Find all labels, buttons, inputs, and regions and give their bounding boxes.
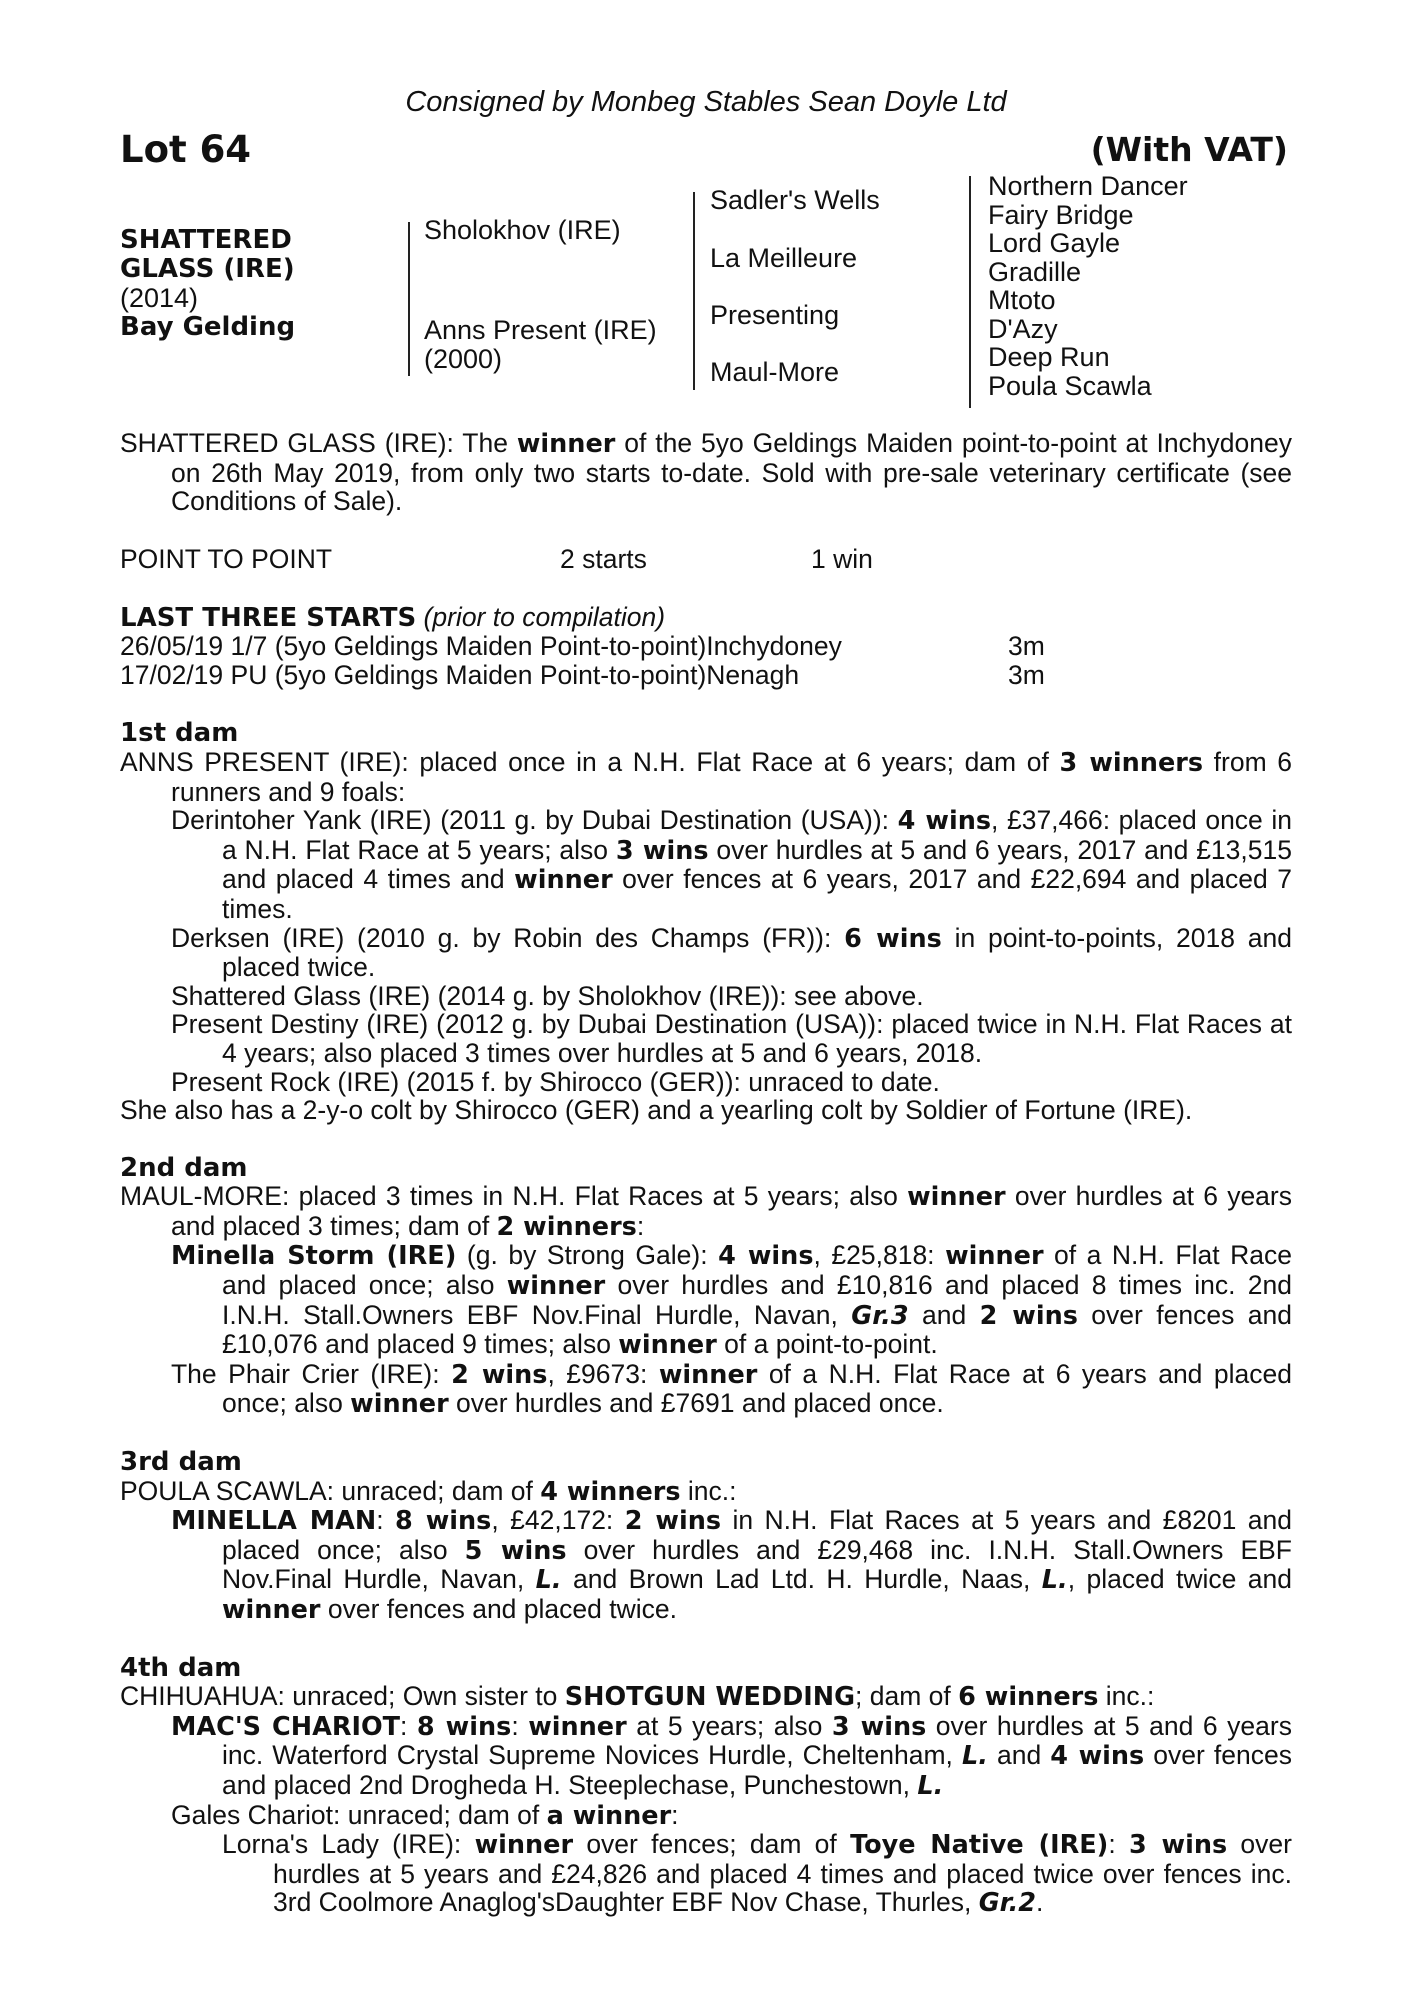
bold-run: winner <box>528 1711 627 1742</box>
bold-run: Toye Native (IRE) <box>850 1830 1109 1861</box>
text-run: : <box>636 1210 645 1241</box>
text-run: inc.: <box>1098 1681 1155 1712</box>
bold-run: winner <box>474 1830 574 1861</box>
bold-run: 2 wins <box>451 1359 548 1390</box>
pedigree-gg-6: D'Azy <box>988 314 1058 344</box>
pedigree-grandparent-2: La Meilleure <box>710 243 858 273</box>
dam4-progeny-gales-chariot <box>120 1801 1292 1831</box>
dam2-paragraph <box>120 1182 1292 1241</box>
text-run: of a N.H. Flat Race at 6 years and placed once; also <box>222 1358 1292 1419</box>
last-start-entry: 17/02/19 PU (5yo Geldings Maiden Point-to-point)Nenagh <box>120 660 800 691</box>
bold-run: MINELLA MAN <box>171 1506 377 1537</box>
bold-run: 2 winners <box>496 1211 637 1242</box>
text-run: : <box>511 1710 529 1741</box>
horse-year: (2014) <box>120 283 199 313</box>
text-run: at 5 years; also <box>626 1710 832 1741</box>
dam2-progeny-phair-crier <box>120 1360 1292 1419</box>
race-grade: L. <box>535 1565 562 1596</box>
bold-run: 4 wins <box>897 806 992 837</box>
text-run: over hurdles at 5 and 6 years, 2017 and £13,515 and placed 4 times and <box>222 834 1292 895</box>
text-run: over hurdles at 6 years and placed 3 times; dam of <box>171 1181 1292 1241</box>
last-start-row <box>120 632 1292 661</box>
summary-text-1: SHATTERED GLASS (IRE): The <box>120 428 517 458</box>
race-grade: L. <box>1041 1565 1068 1596</box>
text-run: and <box>987 1740 1051 1771</box>
summary-paragraph <box>120 429 1292 516</box>
text-run: Gales Chariot: unraced; dam of <box>171 1799 547 1830</box>
horse-description: Bay Gelding <box>120 312 296 342</box>
bold-run: 4 wins <box>1050 1741 1145 1772</box>
text-run: , £37,466: placed once in a N.H. Flat Race at 5 years; also <box>222 805 1292 865</box>
pedigree-dam: Anns Present (IRE) <box>424 315 657 345</box>
text-run: over hurdles and £7691 and placed once. <box>448 1388 944 1419</box>
bold-run: 2 wins <box>624 1506 722 1537</box>
text-run: inc.: <box>680 1475 737 1506</box>
summary-text-2: of the 5yo Geldings Maiden point-to-point at Inchydoney on 26th May 2019, from only two starts to-date. Sold with pre-sale veterinary certificate (see Conditions of Sale). <box>171 428 1292 517</box>
vat-note: (With VAT) <box>1090 130 1288 169</box>
dam3-progeny-minella-man <box>120 1506 1292 1624</box>
text-run: ANNS PRESENT (IRE): placed once in a N.H. Flat Race at 6 years; dam of <box>120 746 1060 777</box>
race-grade: L. <box>961 1741 988 1772</box>
text-run: over hurdles and £10,816 and placed 8 times inc. 2nd I.N.H. Stall.Owners EBF Nov.Final Hurdle, Navan, <box>222 1270 1292 1330</box>
text-run: over fences; dam of <box>573 1829 851 1860</box>
dam2-heading: 2nd dam <box>120 1152 248 1183</box>
pedigree-line-sire <box>408 222 410 376</box>
bold-run: winner <box>222 1595 321 1625</box>
bold-run: winner <box>618 1330 717 1361</box>
race-grade: Gr.3 <box>851 1300 909 1331</box>
point-to-point-record <box>120 545 1292 574</box>
dam4-heading: 4th dam <box>120 1652 242 1683</box>
text-run: Derintoher Yank (IRE) (2011 g. by Dubai Destination (USA)): <box>171 805 898 836</box>
text-run: over fences and £10,076 and placed 9 times; also <box>222 1299 1292 1360</box>
dam4-progeny-macs-chariot <box>120 1712 1292 1801</box>
horse-name-line2: GLASS (IRE) <box>120 254 295 284</box>
dam3-heading: 3rd dam <box>120 1447 242 1478</box>
dam1-progeny-present-destiny: Present Destiny (IRE) (2012 g. by Dubai Destination (USA)): placed twice in N.H. Flat Races at 4 years; also placed 3 times over hurdles at 5 and 6 years, 2018. <box>171 1009 1292 1068</box>
race-grade: Gr.2 <box>978 1888 1037 1919</box>
dam1-progeny-derintoher-yank <box>120 806 1292 923</box>
pedigree-gg-5: Mtoto <box>988 285 1056 315</box>
text-run: : <box>671 1799 679 1830</box>
record-starts: 2 starts <box>560 543 647 574</box>
text-run: MAUL-MORE: placed 3 times in N.H. Flat Races at 5 years; also <box>120 1181 908 1212</box>
text-run: over fences at 6 years, 2017 and £22,694 and placed 7 times. <box>222 864 1292 924</box>
text-run: , £9673: <box>547 1358 659 1389</box>
text-run: The Phair Crier (IRE): <box>171 1358 452 1389</box>
bold-run: winner <box>658 1359 758 1390</box>
horse-name-line1: SHATTERED <box>120 225 292 255</box>
bold-run: 3 wins <box>831 1711 927 1742</box>
lot-number: Lot 64 <box>120 128 252 171</box>
pedigree-gg-8: Poula Scawla <box>988 371 1152 401</box>
record-wins: 1 win <box>811 543 873 574</box>
dam1-progeny-derksen <box>120 924 1292 982</box>
text-run: of a N.H. Flat Race and placed once; also <box>222 1240 1292 1301</box>
bold-run: winner <box>350 1389 449 1420</box>
dam4-progeny-lornas-lady <box>120 1830 1292 1918</box>
last-start-distance: 3m <box>1008 660 1045 691</box>
bold-run: 5 wins <box>464 1535 567 1566</box>
pedigree-gg-4: Gradille <box>988 257 1082 287</box>
last-start-distance: 3m <box>1008 631 1045 662</box>
text-run: : <box>376 1505 396 1536</box>
bold-run: 3 wins <box>615 835 709 866</box>
text-run: . <box>1036 1887 1044 1918</box>
bold-run: 8 wins <box>395 1506 492 1537</box>
dam3-paragraph <box>120 1477 1292 1507</box>
dam1-progeny-shattered-glass: Shattered Glass (IRE) (2014 g. by Sholokhov (IRE)): see above. <box>171 980 924 1011</box>
race-grade: L. <box>917 1770 944 1801</box>
text-run: in N.H. Flat Races at 5 years and £8201 and placed once; also <box>222 1505 1292 1565</box>
bold-run: 3 wins <box>1128 1830 1228 1861</box>
text-run: of a point-to-point. <box>716 1329 938 1360</box>
text-run: Lorna's Lady (IRE): <box>222 1829 475 1860</box>
last-starts-note: (prior to compilation) <box>423 601 666 632</box>
pedigree-gg-1: Northern Dancer <box>988 171 1188 201</box>
text-run: POULA SCAWLA: unraced; dam of <box>120 1475 541 1506</box>
last-start-entry: 26/05/19 1/7 (5yo Geldings Maiden Point-to-point)Inchydoney <box>120 631 842 662</box>
pedigree-gg-2: Fairy Bridge <box>988 200 1134 230</box>
pedigree-grandparent-4: Maul-More <box>710 357 840 387</box>
text-run: (g. by Strong Gale): <box>456 1240 719 1271</box>
pedigree-line-grandparents <box>693 192 695 390</box>
bold-run: winner <box>506 1271 606 1302</box>
text-run: , £25,818: <box>813 1240 946 1271</box>
dam2-progeny-minella-storm <box>120 1241 1292 1359</box>
dam1-progeny-present-rock: Present Rock (IRE) (2015 f. by Shirocco (GER)): unraced to date. <box>171 1066 940 1097</box>
consignor-line: Consigned by Monbeg Stables Sean Doyle Ltd <box>405 86 1007 118</box>
dam1-heading: 1st dam <box>120 718 239 749</box>
text-run: ; dam of <box>855 1681 959 1712</box>
text-run: over hurdles at 5 years and £24,826 and placed 4 times and placed twice over fences inc. 3rd Coolmore Anaglog'sDaughter EBF Nov Chase, Thurles, <box>273 1829 1292 1918</box>
text-run: Derksen (IRE) (2010 g. by Robin des Champs (FR)): <box>171 922 845 953</box>
pedigree-sire: Sholokhov (IRE) <box>424 215 621 245</box>
bold-run: a winner <box>546 1800 672 1831</box>
text-run: over fences and placed 2nd Drogheda H. Steeplechase, Punchestown, <box>222 1740 1292 1800</box>
bold-run: winner <box>907 1182 1006 1213</box>
dam1-paragraph <box>120 748 1292 806</box>
text-run: : <box>400 1710 417 1741</box>
bold-run: 6 wins <box>844 923 942 954</box>
pedigree-gg-3: Lord Gayle <box>988 228 1121 258</box>
bold-run: 8 wins <box>416 1711 512 1742</box>
text-run: , placed twice and <box>1067 1564 1293 1595</box>
dam4-paragraph <box>120 1682 1292 1712</box>
bold-run: Minella Storm (IRE) <box>171 1241 457 1272</box>
bold-run: 3 winners <box>1059 747 1204 778</box>
horse-identity <box>120 226 295 342</box>
bold-run: 4 wins <box>718 1241 814 1272</box>
text-run: and Brown Lad Ltd. H. Hurdle, Naas, <box>561 1564 1042 1595</box>
bold-run: 4 winners <box>540 1476 681 1507</box>
bold-run: 6 winners <box>958 1682 1099 1713</box>
bold-run: SHOTGUN WEDDING <box>564 1682 856 1713</box>
bold-run: MAC'S CHARIOT <box>171 1711 401 1742</box>
pedigree-gg-7: Deep Run <box>988 342 1110 372</box>
text-run: from 6 runners and 9 foals: <box>171 746 1293 807</box>
text-run: in point-to-points, 2018 and placed twice. <box>222 922 1292 983</box>
pedigree-grandparent-1: Sadler's Wells <box>710 185 880 215</box>
bold-run: 2 wins <box>979 1300 1078 1331</box>
text-run: , £42,172: <box>491 1505 625 1536</box>
pedigree-grandparent-3: Presenting <box>710 300 840 330</box>
text-run: and <box>908 1299 980 1330</box>
bold-run: winner <box>945 1241 1044 1272</box>
text-run: over fences and placed twice. <box>320 1594 677 1624</box>
pedigree-dam-year: (2000) <box>424 344 503 374</box>
text-run: over hurdles at 5 and 6 years inc. Waterford Crystal Supreme Novices Hurdle, Cheltenham, <box>222 1710 1292 1771</box>
text-run: over hurdles and £29,468 inc. I.N.H. Stall.Owners EBF Nov.Final Hurdle, Navan, <box>222 1534 1292 1595</box>
summary-bold-winner: winner <box>516 429 616 459</box>
text-run: CHIHUAHUA: unraced; Own sister to <box>120 1681 565 1712</box>
last-starts-title: LAST THREE STARTS <box>120 602 417 633</box>
record-label: POINT TO POINT <box>120 543 333 574</box>
catalogue-body <box>120 429 1292 1918</box>
dam1-further-progeny: She also has a 2-y-o colt by Shirocco (GER) and a yearling colt by Soldier of Fortune (IRE). <box>120 1095 1193 1126</box>
last-start-row <box>120 661 1292 690</box>
last-starts-heading <box>120 603 1292 633</box>
text-run: : <box>1108 1829 1129 1860</box>
bold-run: winner <box>514 865 613 896</box>
pedigree-line-great-grandparents <box>969 176 971 408</box>
